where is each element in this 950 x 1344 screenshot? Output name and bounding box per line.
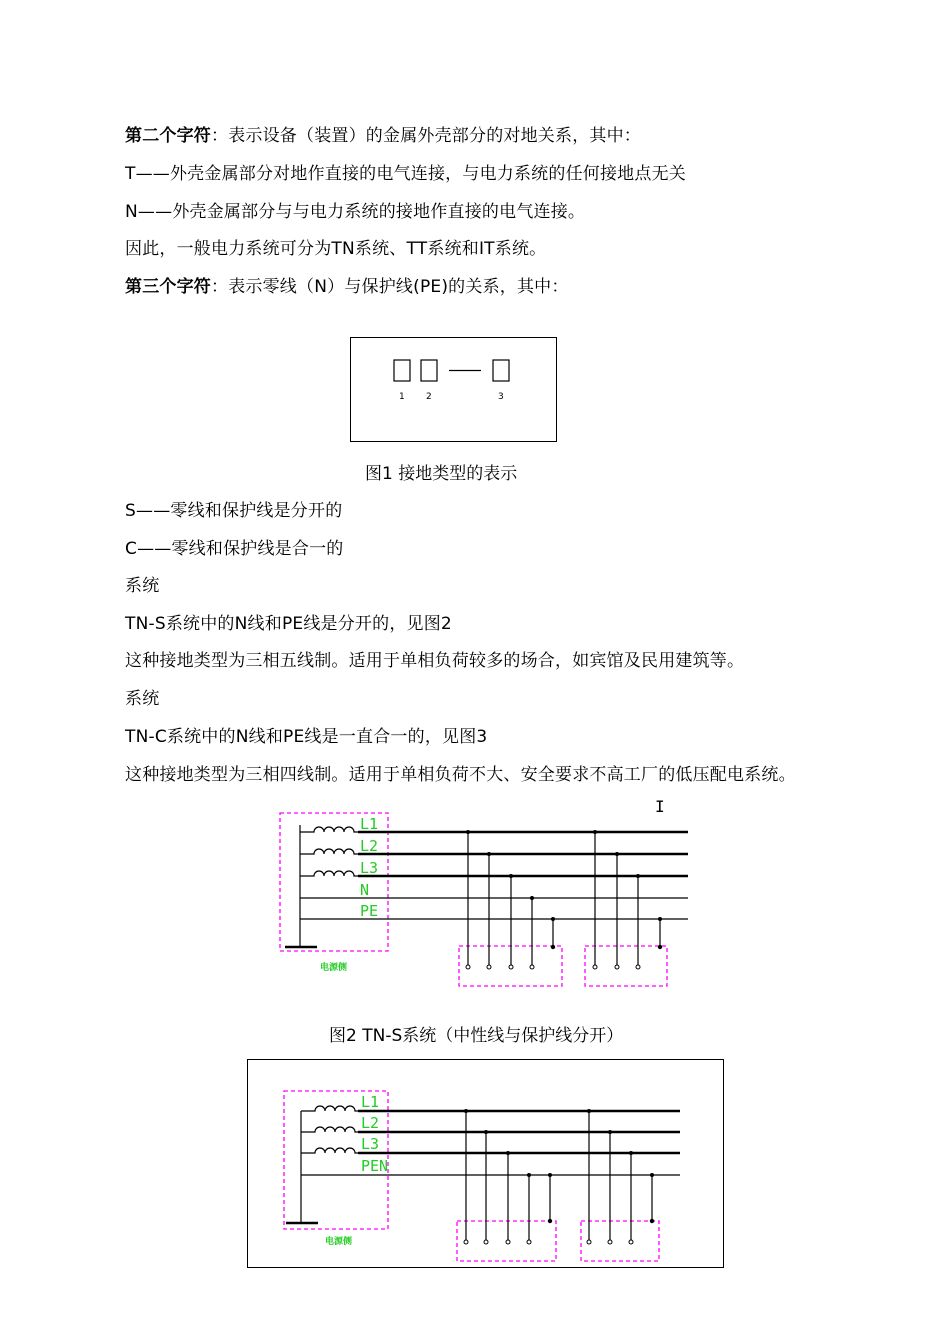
figure2-marker: I [655,797,665,816]
figure1-box-3 [493,360,509,381]
figure2-terminal [615,965,619,969]
figure3-junction [650,1173,654,1177]
figure2-pe-terminal [551,945,555,949]
figure2-junction [658,917,662,921]
figure2-label-n: N [360,881,370,899]
figure2-coil-l2 [300,849,360,854]
figure2-label-l1: L1 [360,815,379,833]
figure2-junction [530,896,534,900]
paragraph-tn-c-usage: 这种接地类型为三相四线制。适用于单相负荷不大、安全要求不高工厂的低压配电系统。 [125,765,796,785]
paragraph-third-character [125,276,569,298]
figure2-load-box-2 [585,946,667,986]
figure3-junction [464,1109,468,1113]
figure2-junction [509,874,513,878]
figure2-terminal [530,965,534,969]
figure3-junction [548,1173,552,1177]
figure2-junction [466,830,470,834]
figure2-label-pe: PE [360,902,379,920]
figure2-terminal [593,965,597,969]
figure2-junction [487,852,491,856]
figure3-label-l3: L3 [361,1135,380,1153]
paragraph-t: T——外壳金属部分对地作直接的电气连接，与电力系统的任何接地点无关 [125,164,686,184]
figure3-terminal [506,1240,510,1244]
figure2-diagram [270,795,700,995]
paragraph-second-character [125,125,641,147]
figure3-label-l1: L1 [361,1093,380,1111]
figure3-junction [527,1173,531,1177]
paragraph-tn-s: TN-S系统中的N线和PE线是分开的，见图2 [125,614,452,634]
figure2-caption: 图2 TN-S系统（中性线与保护线分开） [329,1026,624,1046]
figure1-caption: 图1 接地类型的表示 [365,464,518,484]
figure3-coil-l1 [301,1106,360,1111]
figure3-pe-terminal [650,1219,654,1223]
figure3-terminal [608,1240,612,1244]
figure3-pe-terminal [548,1219,552,1223]
figure1-box-1 [394,360,410,381]
figure3-label-l2: L2 [361,1114,380,1132]
figure2-label-l2: L2 [360,837,379,855]
figure2-label-l3: L3 [360,859,379,877]
figure3-junction [629,1151,633,1155]
figure3-terminal [527,1240,531,1244]
paragraph-s: S——零线和保护线是分开的 [125,501,343,521]
heading-second-character: 第二个字符 [125,126,211,146]
figure1-label-1: 1 [399,392,405,402]
heading-third-character: 第三个字符 [125,277,211,297]
figure2-junction [593,830,597,834]
figure2-pe-terminal [658,945,662,949]
paragraph-tn-s-usage: 这种接地类型为三相五线制。适用于单相负荷较多的场合，如宾馆及民用建筑等。 [125,651,745,671]
figure2-junction [551,917,555,921]
figure3-junction [587,1109,591,1113]
paragraph-text: ：表示零线（N）与保护线(PE)的关系，其中： [211,277,569,297]
figure2-coil-l3 [300,871,360,876]
figure3-terminal [587,1240,591,1244]
figure3-load-box-2 [581,1221,659,1261]
figure1-label-3: 3 [498,392,504,402]
figure3-coil-l3 [301,1148,360,1153]
figure2-terminal [487,965,491,969]
paragraph-tn-c: TN-C系统中的N线和PE线是一直合一的，见图3 [125,727,488,747]
figure1-diagram [350,337,557,442]
figure2-source-box [280,813,388,951]
figure2-terminal [466,965,470,969]
paragraph-system-1: 系统 [125,576,160,596]
figure3-coil-l2 [301,1127,360,1132]
figure1-box-2 [421,360,437,381]
paragraph-therefore: 因此，一般电力系统可分为TN系统、TT系统和IT系统。 [125,239,547,259]
figure2-junction [636,874,640,878]
paragraph-text: ：表示设备（装置）的金属外壳部分的对地关系，其中： [211,126,641,146]
figure3-terminal [629,1240,633,1244]
figure2-coil-l1 [300,827,360,832]
figure3-label-pen: PEN [361,1157,389,1175]
figure2-terminal [636,965,640,969]
figure2-junction [615,852,619,856]
figure3-diagram [270,1085,700,1265]
figure2-source-label: 电源侧 [320,963,348,973]
paragraph-c: C——零线和保护线是合一的 [125,539,344,559]
figure3-terminal [484,1240,488,1244]
paragraph-n: N——外壳金属部分与与电力系统的接地作直接的电气连接。 [125,202,586,222]
figure3-terminal [464,1240,468,1244]
figure1-label-2: 2 [426,392,432,402]
figure3-junction [506,1151,510,1155]
figure2-terminal [509,965,513,969]
figure3-source-label: 电源侧 [325,1237,353,1247]
figure3-junction [484,1130,488,1134]
paragraph-system-2: 系统 [125,689,160,709]
figure3-junction [608,1130,612,1134]
